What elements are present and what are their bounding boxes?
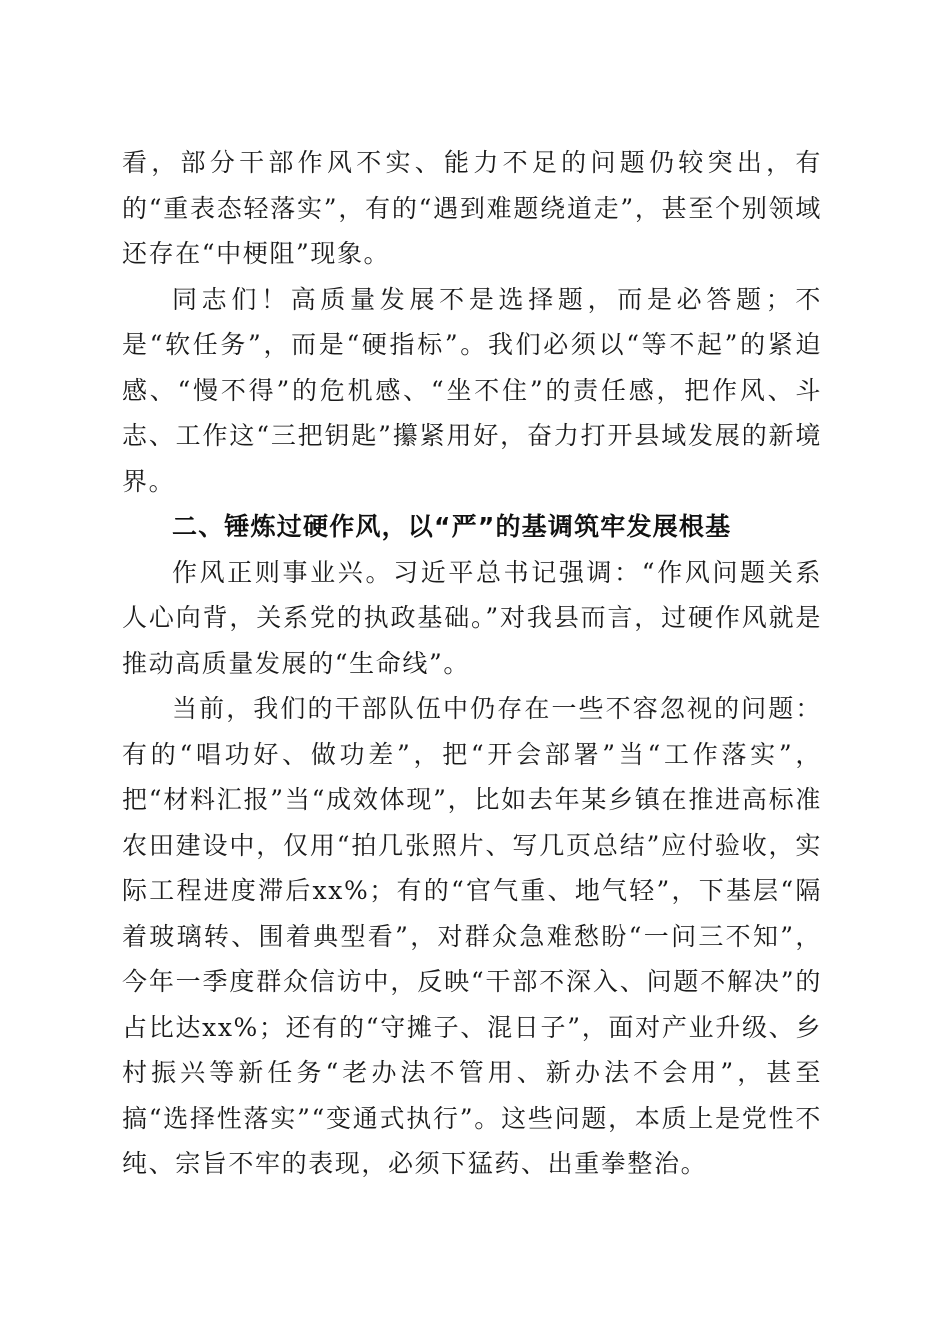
paragraph: 作风正则事业兴。习近平总书记强调：“作风问题关系人心向背，关系党的执政基础。”对我县而言，过硬作风就是推动高质量发展的“生命线”。 <box>122 557 822 678</box>
document-body <box>122 140 822 1187</box>
section-heading: 二、锤炼过硬作风，以“严”的基调筑牢发展根基 <box>172 512 732 541</box>
paragraph: 同志们！高质量发展不是选择题，而是必答题；不是“软任务”，而是“硬指标”。我们必须以“等不起”的紧迫感、“慢不得”的危机感、“坐不住”的责任感，把作风、斗志、工作这“三把钥匙”攥紧用好，奋力打开县域发展的新境界。 <box>122 284 822 496</box>
paragraph: 当前，我们的干部队伍中仍存在一些不容忽视的问题：有的“唱功好、做功差”，把“开会部署”当“工作落实”，把“材料汇报”当“成效体现”，比如去年某乡镇在推进高标准农田建设中，仅用“拍几张照片、写几页总结”应付验收，实际工程进度滞后xx%；有的“官气重、地气轻”，下基层“隔着玻璃转、围着典型看”，对群众急难愁盼“一问三不知”，今年一季度群众信访中，反映“干部不深入、问题不解决”的占比达xx%；还有的“守摊子、混日子”，面对产业升级、乡村振兴等新任务“老办法不管用、新办法不会用”，甚至搞“选择性落实”“变通式执行”。这些问题，本质上是党性不纯、宗旨不牢的表现，必须下猛药、出重拳整治。 <box>122 694 822 1178</box>
paragraph-continuation: 看，部分干部作风不实、能力不足的问题仍较突出，有的“重表态轻落实”，有的“遇到难题绕道走”，甚至个别领域还存在“中梗阻”现象。 <box>122 148 822 268</box>
